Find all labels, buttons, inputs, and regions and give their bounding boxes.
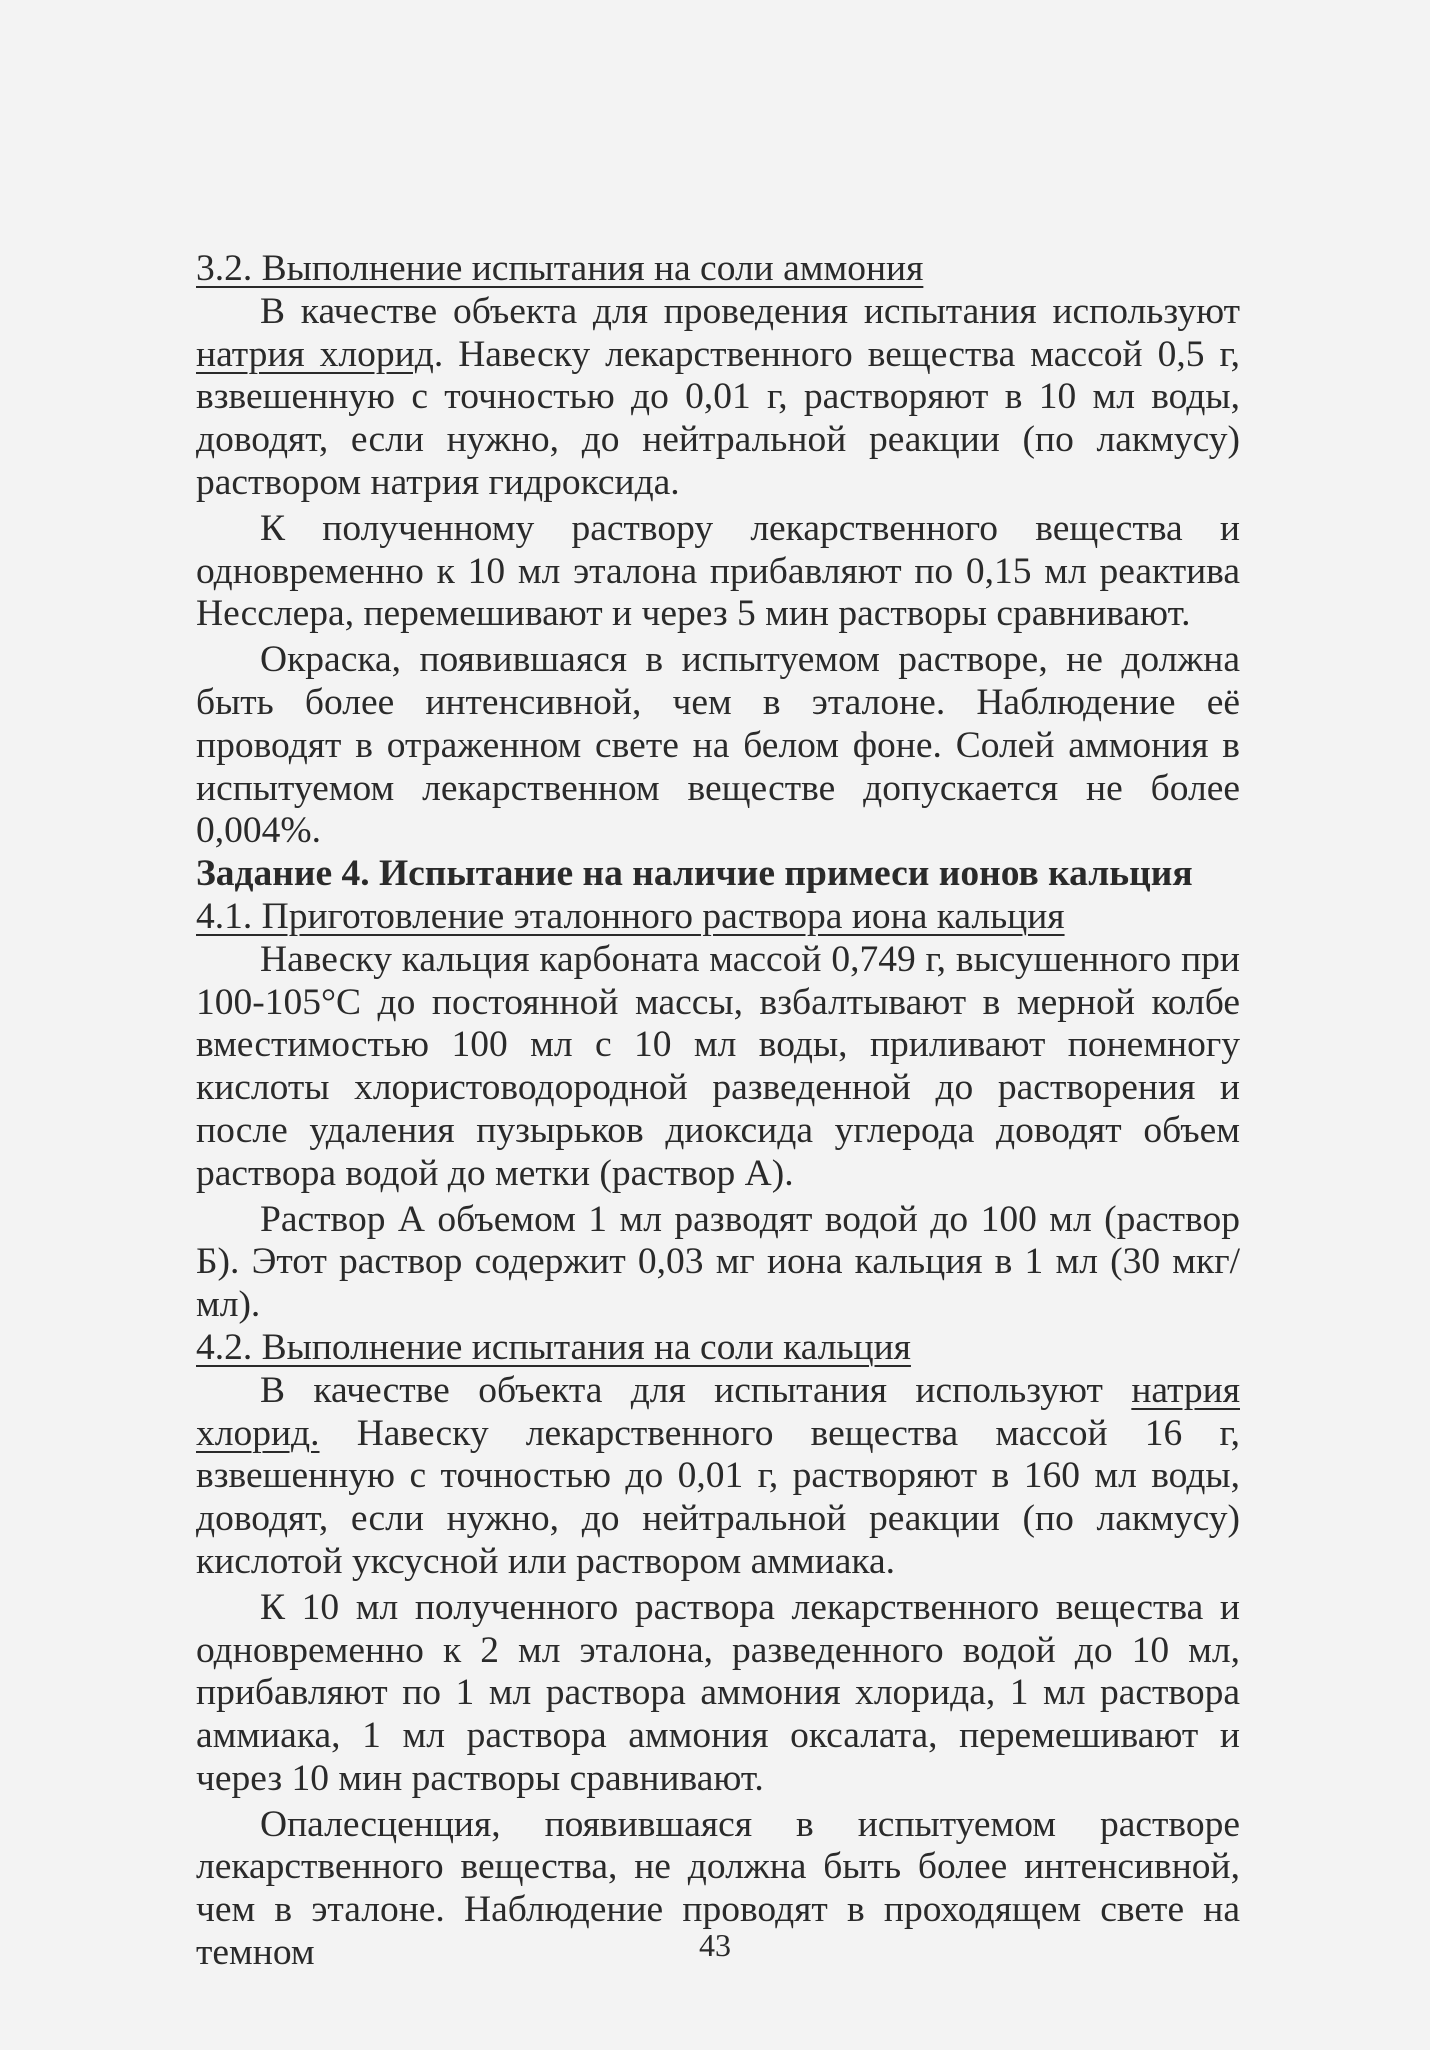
- page-number: 43: [699, 1927, 731, 1963]
- underlined-term: натрия хлорид.: [196, 1369, 1240, 1454]
- underlined-term: натрия хлорид: [196, 333, 434, 375]
- section-3-2-paragraph-1: [196, 291, 1240, 505]
- paragraph-text: Навеску лекарственного вещества массой 16 г, взвешенную с точностью до 0,01 г, растворяют в 160 мл воды, доводят, если нужно, до нейтральной реакции (по лакмусу) кислотой уксусной или раствором аммиака.: [196, 1412, 1240, 1582]
- section-4-1-paragraph-2: Раствор А объемом 1 мл разводят водой до 100 мл (раствор Б). Этот раствор содержит 0,03 мг иона кальция в 1 мл (30 мкг/мл).: [196, 1198, 1240, 1326]
- section-4-2-paragraph-3: Опалесценция, появившаяся в испытуемом растворе лекарственного вещества, не должна быть более интенсивной, чем в эталоне. Наблюдение проводят в проходящем свете на темном: [196, 1803, 1240, 1974]
- section-3-2-heading-text: 3.2. Выполнение испытания на соли аммония: [196, 248, 924, 289]
- section-4-1-paragraph-1: Навеску кальция карбоната массой 0,749 г, высушенного при 100-105°С до постоянной массы, взбалтывают в мерной колбе вместимостью 100 мл с 10 мл воды, приливают понемногу кислоты хлористоводородной разведенной до растворения и после удаления пузырьков диоксида углерода доводят объем раствора водой до метки (раствор А).: [196, 938, 1240, 1194]
- section-4-2-heading-text: 4.2. Выполнение испытания на соли кальция: [196, 1326, 911, 1368]
- paragraph-text: В качестве объекта для испытания используют: [260, 1369, 1132, 1411]
- task-4-title: Задание 4. Испытание на наличие примеси ионов кальция: [196, 853, 1193, 895]
- section-3-2-paragraph-2: К полученному раствору лекарственного вещества и одновременно к 10 мл эталона прибавляют по 0,15 мл реактива Несслера, перемешивают и через 5 мин растворы сравнивают.: [196, 507, 1240, 635]
- section-3-2-paragraph-3: Окраска, появившаяся в испытуемом растворе, не должна быть более интенсивной, чем в эталоне. Наблюдение её проводят в отраженном свете на белом фоне. Солей аммония в испытуемом лекарственном веществе допускается не более 0,004%.: [196, 639, 1240, 852]
- section-4-2-heading: [196, 1327, 1240, 1370]
- paragraph-text: . Навеску лекарственного вещества массой 0,5 г, взвешенную с точностью до 0,01 г, растворяют в 10 мл воды, доводят, если нужно, до нейтральной реакции (по лакмусу) раствором натрия гидроксида.: [196, 333, 1240, 503]
- section-4-1-heading-text: 4.1. Приготовление эталонного раствора иона кальция: [196, 895, 1065, 937]
- section-4-1-heading: [196, 896, 1240, 939]
- paragraph-text: В качестве объекта для проведения испытания используют: [260, 290, 1240, 332]
- section-3-2-heading: [196, 248, 1240, 291]
- section-4-2-paragraph-2: К 10 мл полученного раствора лекарственного вещества и одновременно к 2 мл эталона, разведенного водой до 10 мл, прибавляют по 1 мл раствора аммония хлорида, 1 мл раствора аммиака, 1 мл раствора аммония оксалата, перемешивают и через 10 мин растворы сравнивают.: [196, 1586, 1240, 1799]
- page-body: [196, 248, 1240, 1975]
- section-4-2-paragraph-1: [196, 1370, 1240, 1584]
